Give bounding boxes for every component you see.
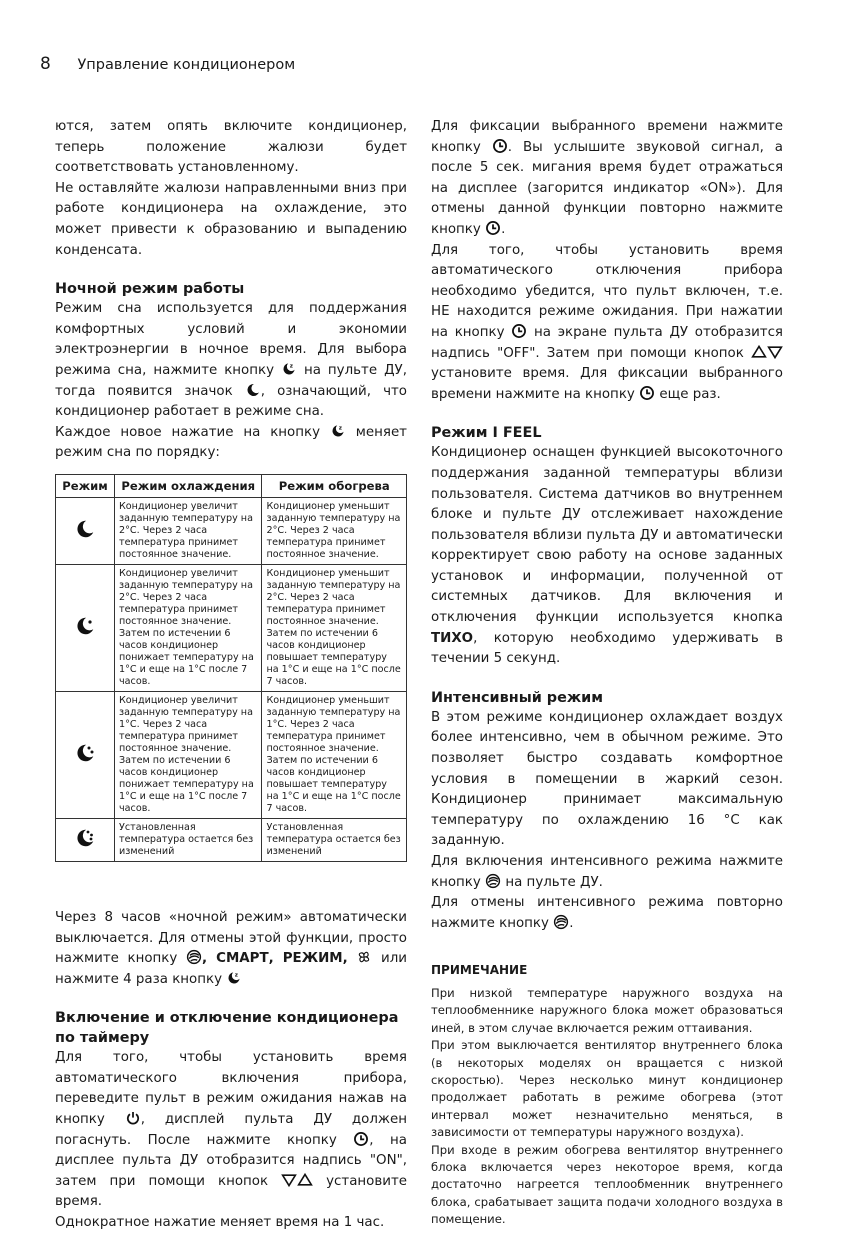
table-header-mode: Режим bbox=[56, 474, 115, 497]
paragraph: Кондиционер оснащен функцией высокоточного поддержания заданной температуры вблизи пользователя. Система датчиков во внутреннем блоке и пульте ДУ отслеживает нахождение пользователя вблизи пульта ДУ и автоматически корректирует свою работу на основе заданных установок и информации, полученной от системных датчиков. Для включения и отключения функции используется кнопка ТИХО, которую необходимо удерживать в течении 5 секунд. bbox=[431, 445, 783, 667]
section-title-night: Ночной режим работы bbox=[55, 281, 245, 298]
paragraph: В этом режиме кондиционер охлаждает воздух более интенсивно, чем в обычном режиме. Это позволяет быстро создавать комфортное условия в помещении в жаркий сезон. Кондиционер принимает максимальную температуру по охлаждению 16 °С как заданную. bbox=[431, 709, 783, 849]
sleep-button-icon bbox=[281, 361, 297, 377]
paragraph: Однократное нажатие меняет время на 1 час. bbox=[55, 1215, 385, 1231]
clock-icon bbox=[492, 138, 508, 154]
clock-icon bbox=[353, 1131, 369, 1147]
arrow-up-icon bbox=[751, 344, 767, 360]
clock-icon bbox=[485, 220, 501, 236]
sleep-4-icon bbox=[74, 827, 96, 849]
clock-icon bbox=[639, 385, 655, 401]
fan-icon bbox=[356, 949, 372, 965]
paragraph: Каждое новое нажатие на кнопку меняет режим сна по порядку: bbox=[55, 424, 407, 461]
left-column bbox=[55, 117, 407, 1234]
sleep-mode-table bbox=[55, 474, 407, 862]
turbo-icon bbox=[553, 914, 569, 930]
paragraph: Через 8 часов «ночной режим» автоматически выключается. Для отмены этой функции, просто нажмите кнопку , СМАРТ, РЕЖИМ, или нажмите 4 раза кнопку bbox=[55, 909, 407, 987]
note-paragraph: При входе в режим обогрева вентилятор внутреннего блока включается через некоторое время, когда достаточно нагреется теплообменник внутреннего блока, срабатывает защита подачи холодного воздуха в помещение. bbox=[431, 1142, 783, 1227]
paragraph: Для того, чтобы установить время автоматического включения прибора, переведите пульт в режим ожидания нажав на кнопку , дисплей пульта ДУ должен погаснуть. После нажмите кнопку , на дисплее пульта ДУ отобразится надпись "ON", затем при помощи кнопок установите время. bbox=[55, 1050, 407, 1210]
note-paragraph: При низкой температуре наружного воздуха на теплообменнике наружного блока может образоваться иней, в этом случае включается режим оттаивания. bbox=[431, 985, 783, 1035]
table-row: Кондиционер увеличит заданную температуру на 2°С. Через 2 часа температура принимет постоянное значение. Затем по истечении 6 часов кондиционер понижает температуру на 1°С и еще на 1°С после 7 часов. Кондиционер уменьшит заданную температуру на 2°С. Через 2 часа температура принимет постоянное значение. Затем по истечении 6 часов кондиционер повышает температуру на 1°С и еще на 1°С после 7 часов. bbox=[56, 564, 407, 691]
table-row: Кондиционер увеличит заданную температуру на 1°С. Через 2 часа температура принимет постоянное значение. Затем по истечении 6 часов кондиционер понижает температуру на 1°С и еще на 1°С после 7 часов. Кондиционер уменьшит заданную температуру на 1°С. Через 2 часа температура принимет постоянное значение. Затем по истечении 6 часов кондиционер повышает температуру на 1°С и еще на 1°С после 7 часов. bbox=[56, 691, 407, 818]
paragraph: ются, затем опять включите кондиционер, теперь положение жалюзи будет соответствовать установленному. bbox=[55, 119, 407, 176]
table-header-heating: Режим обогрева bbox=[262, 474, 407, 497]
clock-icon bbox=[511, 323, 527, 339]
table-header-cooling: Режим охлаждения bbox=[115, 474, 262, 497]
table-row: Установленная температура остается без изменений Установленная температура остается без изменений bbox=[56, 818, 407, 861]
sleep-mode-icon bbox=[245, 382, 261, 398]
note-title: ПРИМЕЧАНИЕ bbox=[431, 963, 528, 978]
arrow-down-icon bbox=[767, 344, 783, 360]
arrow-down-icon bbox=[281, 1172, 297, 1188]
arrow-up-icon bbox=[297, 1172, 313, 1188]
sleep-2-icon bbox=[74, 615, 96, 637]
table-row: Кондиционер увеличит заданную температуру на 2°С. Через 2 часа температура принимет постоянное значение. Кондиционер уменьшит заданную температуру на 2°С. Через 2 часа температура принимет постоянное значение. bbox=[56, 497, 407, 564]
paragraph: Для того, чтобы установить время автоматического отключения прибора необходимо убедится, что пульт включен, т.е. НЕ находится режиме ожидания. При нажатии на кнопку на экране пульта ДУ отобразится надпись "OFF". Затем при помощи кнопок установите время. Для фиксации выбранного времени нажмите на кнопку еще раз. bbox=[431, 242, 783, 402]
paragraph: Не оставляйте жалюзи направленными вниз при работе кондиционера на охлаждение, это может привести к образованию и выпадению конденсата. bbox=[55, 180, 407, 258]
turbo-icon bbox=[186, 949, 202, 965]
paragraph: Для включения интенсивного режима нажмите кнопку на пульте ДУ. bbox=[431, 854, 783, 890]
turbo-icon bbox=[485, 873, 501, 889]
paragraph: Для фиксации выбранного времени нажмите кнопку . Вы услышите звуковой сигнал, а после 5 сек. мигания время будет отражаться на дисплее (загорится индикатор «ON»). Для отмены данной функции повторно нажмите кнопку . bbox=[431, 119, 783, 237]
right-column bbox=[431, 117, 783, 1229]
section-title-turbo: Интенсивный режим bbox=[431, 689, 604, 706]
note-paragraph: При этом выключается вентилятор внутреннего блока (в некоторых моделях он вращается с низкой скоростью). Через несколько минут кондиционер продолжает работать в режиме обогрева (этот интервал может незначительно меняться, в зависимости от температуры наружного воздуха). bbox=[431, 1038, 783, 1140]
sleep-button-icon bbox=[330, 423, 346, 439]
sleep-button-icon bbox=[226, 970, 242, 986]
sleep-1-icon bbox=[74, 518, 96, 540]
power-icon bbox=[125, 1110, 141, 1126]
page-number: 8 bbox=[40, 54, 51, 74]
sleep-3-icon bbox=[74, 742, 96, 764]
paragraph: Режим сна используется для поддержания комфортных условий и экономии электроэнергии в ночное время. Для выбора режима сна, нажмите кнопку на пульте ДУ, тогда появится значок , означающий, что кондиционер работает в режиме сна. bbox=[55, 301, 407, 420]
section-title-timer: Включение и отключение кондиционера по таймеру bbox=[55, 1010, 399, 1047]
section-title-ifeel: Режим I FEEL bbox=[431, 425, 542, 442]
page-header bbox=[40, 54, 295, 74]
page-title: Управление кондиционером bbox=[77, 57, 296, 73]
paragraph: Для отмены интенсивного режима повторно нажмите кнопку . bbox=[431, 895, 783, 931]
